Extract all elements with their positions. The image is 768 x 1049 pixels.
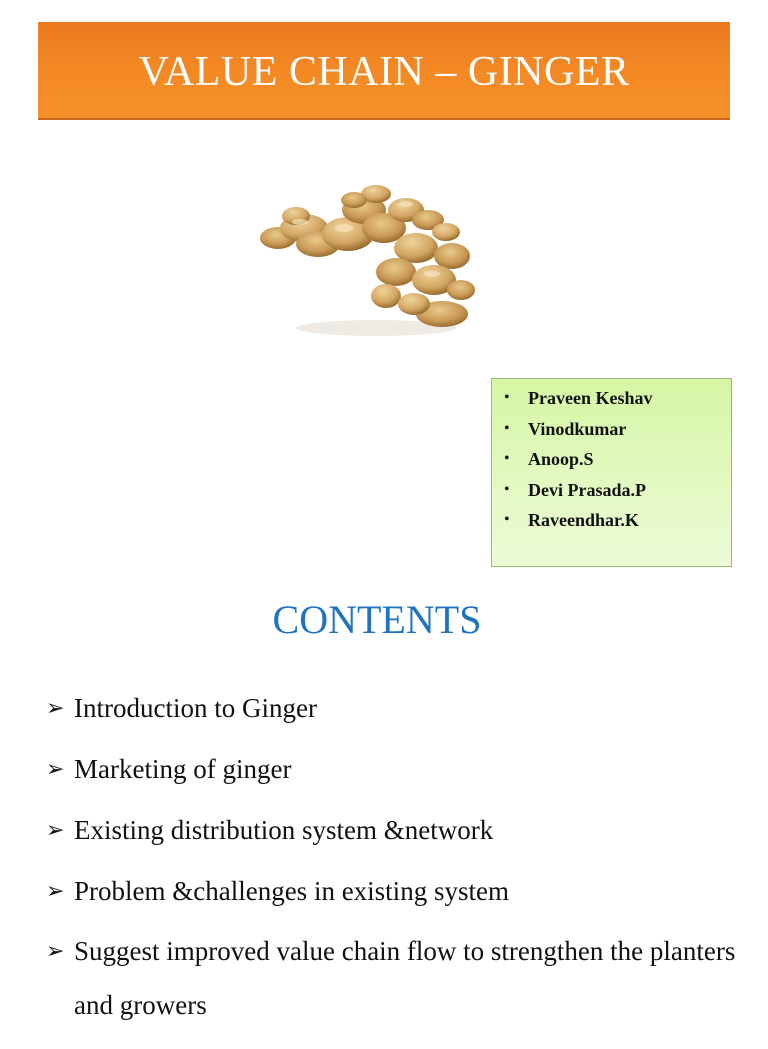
arrow-bullet-icon: ➢: [46, 817, 65, 842]
list-item: ➢ Problem &challenges in existing system: [46, 869, 746, 913]
team-members-box: [491, 378, 732, 567]
list-item: • Vinodkumar: [492, 414, 731, 445]
arrow-bullet-icon: ➢: [46, 878, 65, 903]
bullet-icon: •: [504, 389, 510, 406]
contents-list: [46, 686, 746, 1049]
list-item: ➢ Existing distribution system &network: [46, 808, 746, 852]
list-item: • Anoop.S: [492, 444, 731, 475]
bullet-icon: •: [504, 511, 510, 528]
list-item: ➢ Suggest improved value chain flow to strengthen the planters and growers: [46, 924, 746, 1032]
arrow-bullet-icon: ➢: [46, 695, 65, 720]
list-item: • Devi Prasada.P: [492, 475, 731, 506]
page-title: VALUE CHAIN – GINGER: [138, 49, 630, 95]
list-item: • Praveen Keshav: [492, 383, 731, 414]
list-item: ➢ Introduction to Ginger: [46, 686, 746, 730]
ginger-root-icon: [256, 180, 486, 340]
ginger-image: [256, 180, 486, 340]
list-item: • Raveendhar.K: [492, 505, 731, 536]
bullet-icon: •: [504, 419, 510, 437]
bullet-icon: •: [504, 450, 510, 467]
list-item: ➢ Marketing of ginger: [46, 747, 746, 791]
bullet-icon: •: [504, 480, 510, 498]
title-banner: [38, 22, 730, 120]
team-members-list: [492, 379, 731, 536]
arrow-bullet-icon: ➢: [46, 938, 65, 963]
arrow-bullet-icon: ➢: [46, 756, 65, 781]
contents-heading: CONTENTS: [272, 597, 482, 642]
